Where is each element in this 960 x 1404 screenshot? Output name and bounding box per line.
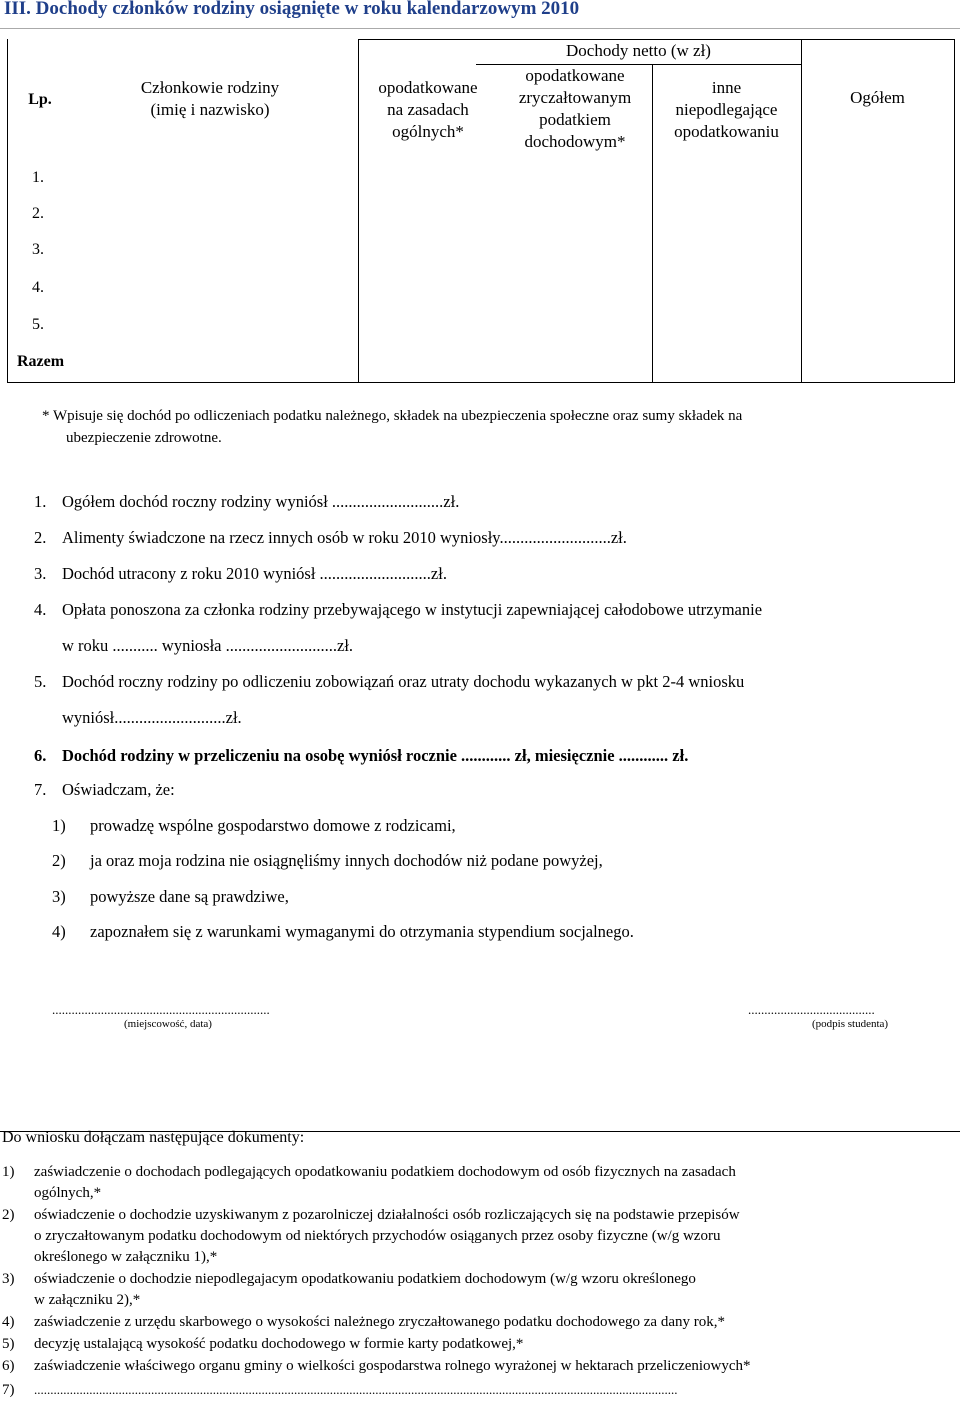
- col-members-header-line2: (imię i nazwisko): [150, 100, 270, 119]
- attachment-number: 1): [2, 1164, 15, 1180]
- item-number: 5.: [34, 672, 47, 691]
- col-other-header-1: inne: [711, 78, 742, 97]
- row-number: 2.: [32, 205, 44, 222]
- row-number: 1.: [32, 169, 44, 186]
- place-date-dotted-line: ...................................................................: [52, 1002, 270, 1017]
- row-number: 4.: [32, 279, 44, 296]
- group-header: Dochody netto (w zł): [566, 41, 711, 60]
- col-flat-header-3: podatkiem: [539, 110, 611, 129]
- title-divider: [0, 28, 960, 29]
- group-header-underline: [476, 64, 801, 65]
- col-flat-header-4: dochodowym*: [524, 132, 626, 151]
- attachment-number: 5): [2, 1336, 15, 1352]
- declaration-conditions: zapoznałem się z warunkami wymaganymi do otrzymania stypendium socjalnego.: [90, 922, 634, 941]
- footnote-line2: ubezpieczenie zdrowotne.: [66, 430, 222, 446]
- table-left-border: [7, 39, 8, 383]
- signature-dotted-line: .......................................: [748, 1002, 875, 1017]
- subitem-number: 4): [52, 922, 66, 941]
- item-number: 6.: [34, 746, 47, 765]
- attachment-other-dotted-line: ......................................................................................................................................................................................................: [34, 1382, 678, 1397]
- attachment-flat-tax-line1: oświadczenie o dochodzie uzyskiwanym z pozarolniczej działalności osób rozliczających się na podstawie przepisów: [34, 1207, 740, 1223]
- subitem-number: 3): [52, 887, 66, 906]
- attachment-general-income-line2: ogólnych,*: [34, 1185, 102, 1201]
- col-flat-header-1: opodatkowane: [525, 66, 625, 85]
- table-right-border: [954, 39, 955, 383]
- declaration-heading: Oświadczam, że:: [62, 780, 175, 799]
- section-title: III. Dochody członków rodziny osiągnięte w roku kalendarzowym 2010: [4, 0, 580, 19]
- col-general-header-3: ogólnych*: [392, 122, 464, 141]
- signature-label: (podpis studenta): [812, 1018, 889, 1030]
- total-income-line: Ogółem dochód roczny rodziny wyniósł ...........................zł.: [62, 492, 460, 511]
- item-number: 2.: [34, 528, 47, 547]
- col-lp-header: Lp.: [28, 91, 52, 108]
- item-number: 4.: [34, 600, 47, 619]
- col-general-header-1: opodatkowane: [378, 78, 478, 97]
- declaration-no-other-income: ja oraz moja rodzina nie osiągnęliśmy innych dochodów niż podane powyżej,: [90, 851, 603, 870]
- attachment-tax-card-decision: decyzję ustalającą wysokość podatku dochodowego w formie karty podatkowej,*: [34, 1336, 524, 1352]
- item-number: 3.: [34, 564, 47, 583]
- col-general-header-2: na zasadach: [387, 100, 469, 119]
- attachment-number: 4): [2, 1314, 15, 1330]
- attachment-tax-office: zaświadczenie z urzędu skarbowego o wysokości należnego zryczałtowanego podatku dochodowego za dany rok,*: [34, 1314, 725, 1330]
- per-person-income-line: Dochód rodziny w przeliczeniu na osobę wyniósł rocznie ............ zł, miesięcznie ............ zł.: [62, 746, 689, 765]
- institution-fee-line1: Opłata ponoszona za członka rodziny przebywającego w instytucji zapewniającej całodobowe utrzymanie: [62, 600, 763, 619]
- col-total-header: Ogółem: [850, 88, 905, 107]
- attachment-untaxed-line1: oświadczenie o dochodzie niepodlegajacym opodatkowaniu podatkiem dochodowym (w/g wzoru określonego: [34, 1271, 696, 1287]
- subitem-number: 2): [52, 851, 66, 870]
- attachment-farm-size: zaświadczenie właściwego organu gminy o wielkości gospodarstwa rolnego wyrażonej w hektarach przeliczeniowych*: [34, 1358, 751, 1374]
- item-number: 7.: [34, 780, 47, 799]
- declaration-household: prowadzę wspólne gospodarstwo domowe z rodzicami,: [90, 816, 456, 835]
- col-flat-header-2: zryczałtowanym: [518, 88, 632, 107]
- subitem-number: 1): [52, 816, 66, 835]
- attachment-number: 7): [2, 1382, 15, 1398]
- sum-row-label: Razem: [17, 353, 65, 370]
- net-income-line1: Dochód roczny rodziny po odliczeniu zobowiązań oraz utraty dochodu wykazanych w pkt 2-4 wniosku: [62, 672, 745, 691]
- attachment-untaxed-line2: w załączniku 2),*: [34, 1292, 141, 1308]
- attachment-flat-tax-line2: o zryczałtowanym podatku dochodowym od niektórych przychodów osiąganych przez osoby fizyczne (w/g wzoru: [34, 1228, 721, 1244]
- attachment-flat-tax-line3: określonego w załączniku 1),*: [34, 1249, 218, 1265]
- row-number: 5.: [32, 316, 44, 333]
- col-members-header-line1: Członkowie rodziny: [140, 78, 280, 97]
- attachment-number: 6): [2, 1358, 15, 1374]
- institution-fee-line2: w roku ........... wyniosła ...........................zł.: [62, 636, 354, 655]
- declaration-true-data: powyższe dane są prawdziwe,: [90, 887, 289, 906]
- alimony-line: Alimenty świadczone na rzecz innych osób w roku 2010 wyniosły...........................zł.: [62, 528, 627, 547]
- attachment-number: 3): [2, 1271, 15, 1287]
- table-bottom-border: [7, 382, 954, 383]
- footnote-line1: * Wpisuje się dochód po odliczeniach podatku należnego, składek na ubezpieczenia społeczne oraz sumy składek na: [42, 408, 743, 424]
- col-other-header-2: niepodlegające: [675, 100, 778, 119]
- net-income-line2: wyniósł...........................zł.: [62, 708, 242, 727]
- attachment-number: 2): [2, 1207, 15, 1223]
- place-date-label: (miejscowość, data): [124, 1018, 212, 1030]
- attachments-heading: Do wniosku dołączam następujące dokumenty:: [2, 1129, 305, 1146]
- item-number: 1.: [34, 492, 47, 511]
- lost-income-line: Dochód utracony z roku 2010 wyniósł ...........................zł.: [62, 564, 447, 583]
- attachment-general-income-line1: zaświadczenie o dochodach podlegających opodatkowaniu podatkiem dochodowym od osób fizycznych na zasadach: [34, 1164, 736, 1180]
- row-number: 3.: [32, 241, 44, 258]
- table-top-border-right: [358, 39, 954, 40]
- col-other-header-3: opodatkowaniu: [674, 122, 779, 141]
